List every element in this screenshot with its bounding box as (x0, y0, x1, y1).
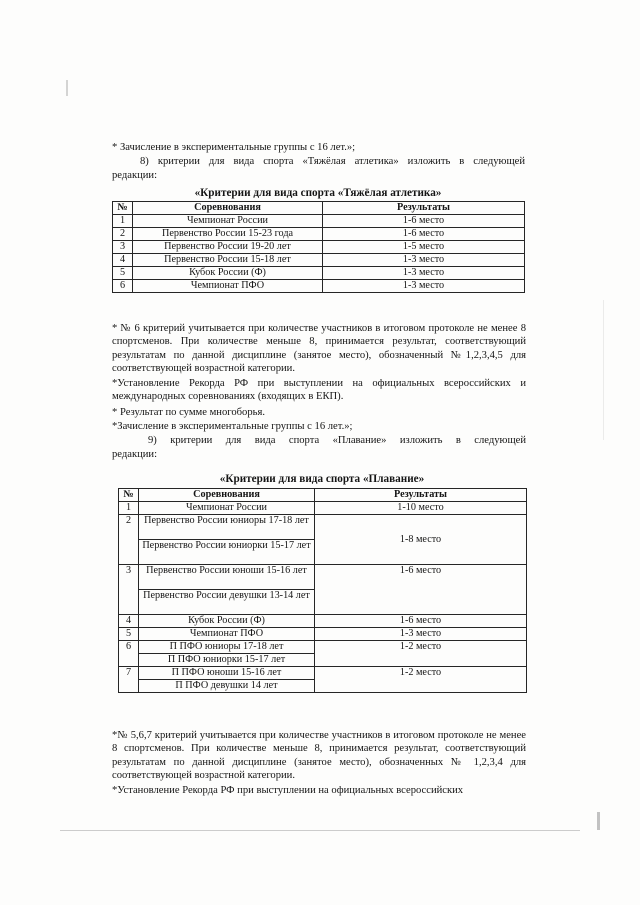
table1-comp: Кубок России (Ф) (133, 267, 323, 280)
note1-paragraph: * № 6 критерий учитывается при количестве участников в итоговом протоколе не менее 8 спортсменов. При количестве меньше 8, принимается результат, соответствующий результатам по данной дисциплине (занятое место), обозначенный №1,2,3,4,5 для соответствующей возрастной категории. (112, 323, 526, 375)
table-row (119, 515, 527, 540)
table2-num: 3 (119, 565, 139, 615)
scan-mark (597, 812, 600, 830)
table2-num: 4 (119, 615, 139, 628)
note2-paragraph: *№ 5,6,7 критерий учитывается при количестве участников в итоговом протоколе не менее 8 спортсменов. При количестве меньше 8, принимается результат, соответствующий результатам по данной дисциплине (занятое место), обозначенных № 1,2,3,4 для соответствующей возрастной категории. (112, 730, 526, 782)
table2-comp: Первенство России юниоры 17-18 лет (139, 515, 315, 540)
table2-comp: П ПФО девушки 14 лет (139, 680, 315, 693)
table1-num: 4 (113, 254, 133, 267)
item8-cont-text: редакции: (112, 170, 158, 181)
table1-res: 1-3 место (323, 267, 525, 280)
note-group-text: * Зачисление в экспериментальные группы с 16 лет.»; (112, 142, 356, 153)
table2-num: 6 (119, 641, 139, 667)
table2-res: 1-3 место (315, 628, 527, 641)
table1-comp: Первенство России 19-20 лет (133, 241, 323, 254)
table-row (113, 254, 525, 267)
table2-comp: Первенство России юноши 15-16 лет (139, 565, 315, 590)
table2-comp: Кубок России (Ф) (139, 615, 315, 628)
table2-header-res: Результаты (315, 489, 527, 502)
table-row (113, 241, 525, 254)
table1-res: 1-3 место (323, 254, 525, 267)
table1-res: 1-5 место (323, 241, 525, 254)
table2-res: 1-2 место (315, 641, 527, 667)
table1-comp: Чемпионат ПФО (133, 280, 323, 293)
table2-comp: Чемпионат ПФО (139, 628, 315, 641)
table2 (118, 488, 527, 693)
table2-num: 5 (119, 628, 139, 641)
table2-comp: П ПФО юноши 15-16 лет (139, 667, 315, 680)
table1-num: 1 (113, 215, 133, 228)
table1-header-comp: Соревнования (133, 202, 323, 215)
table-row (119, 628, 527, 641)
scan-mark (603, 300, 604, 440)
table2-header-comp: Соревнования (139, 489, 315, 502)
table1-header-res: Результаты (323, 202, 525, 215)
table-row (113, 228, 525, 241)
note-group2-text: *Зачисление в экспериментальные группы с 16 лет.»; (112, 421, 353, 432)
table-row (119, 667, 527, 680)
table2-comp: Первенство России юниорки 15-17 лет (139, 540, 315, 565)
note-record-paragraph: *Установление Рекорда РФ при выступлении на официальных всероссийских и международных соревнованиях (входящих в ЕКП). (112, 378, 526, 403)
table-row (113, 267, 525, 280)
table2-res: 1-6 место (315, 565, 527, 615)
scan-mark (66, 80, 68, 96)
table-row (119, 641, 527, 654)
table-row (119, 502, 527, 515)
item9-text: 9) критерии для вида спорта «Плавание» изложить в следующей (148, 435, 526, 446)
table1-num: 6 (113, 280, 133, 293)
table2-title: «Критерии для вида спорта «Плавание» (219, 473, 425, 485)
scan-edge-line (60, 830, 580, 831)
table1-num: 2 (113, 228, 133, 241)
table-row (113, 215, 525, 228)
table1-comp: Первенство России 15-23 года (133, 228, 323, 241)
table1-res: 1-6 место (323, 215, 525, 228)
table2-comp: П ПФО юниорки 15-17 лет (139, 654, 315, 667)
table2-comp: Чемпионат России (139, 502, 315, 515)
table2-res: 1-6 место (315, 615, 527, 628)
table2-comp: Первенство России девушки 13-14 лет (139, 590, 315, 615)
table1-header-num: № (113, 202, 133, 215)
table2-comp: П ПФО юниоры 17-18 лет (139, 641, 315, 654)
table1 (112, 201, 525, 293)
table2-num: 7 (119, 667, 139, 693)
table1-num: 3 (113, 241, 133, 254)
item9-cont-text: редакции: (112, 449, 158, 460)
note-record2-text: *Установление Рекорда РФ при выступлении на официальных всероссийских (112, 785, 464, 796)
table-row (119, 615, 527, 628)
table1-res: 1-3 место (323, 280, 525, 293)
item8-text: 8) критерии для вида спорта «Тяжёлая атлетика» изложить в следующей (140, 156, 525, 167)
table1-header-row (113, 202, 525, 215)
table-row (119, 565, 527, 590)
table1-res: 1-6 место (323, 228, 525, 241)
table2-res: 1-8 место (315, 515, 527, 565)
table-row (113, 280, 525, 293)
table1-title: «Критерии для вида спорта «Тяжёлая атлетика» (194, 187, 442, 199)
table2-num: 2 (119, 515, 139, 565)
table1-num: 5 (113, 267, 133, 280)
table2-res: 1-10 место (315, 502, 527, 515)
table2-header-row (119, 489, 527, 502)
table2-num: 1 (119, 502, 139, 515)
table2-header-num: № (119, 489, 139, 502)
table1-comp: Первенство России 15-18 лет (133, 254, 323, 267)
note-sum-text: * Результат по сумме многоборья. (112, 407, 265, 418)
table1-comp: Чемпионат России (133, 215, 323, 228)
table2-res: 1-2 место (315, 667, 527, 693)
